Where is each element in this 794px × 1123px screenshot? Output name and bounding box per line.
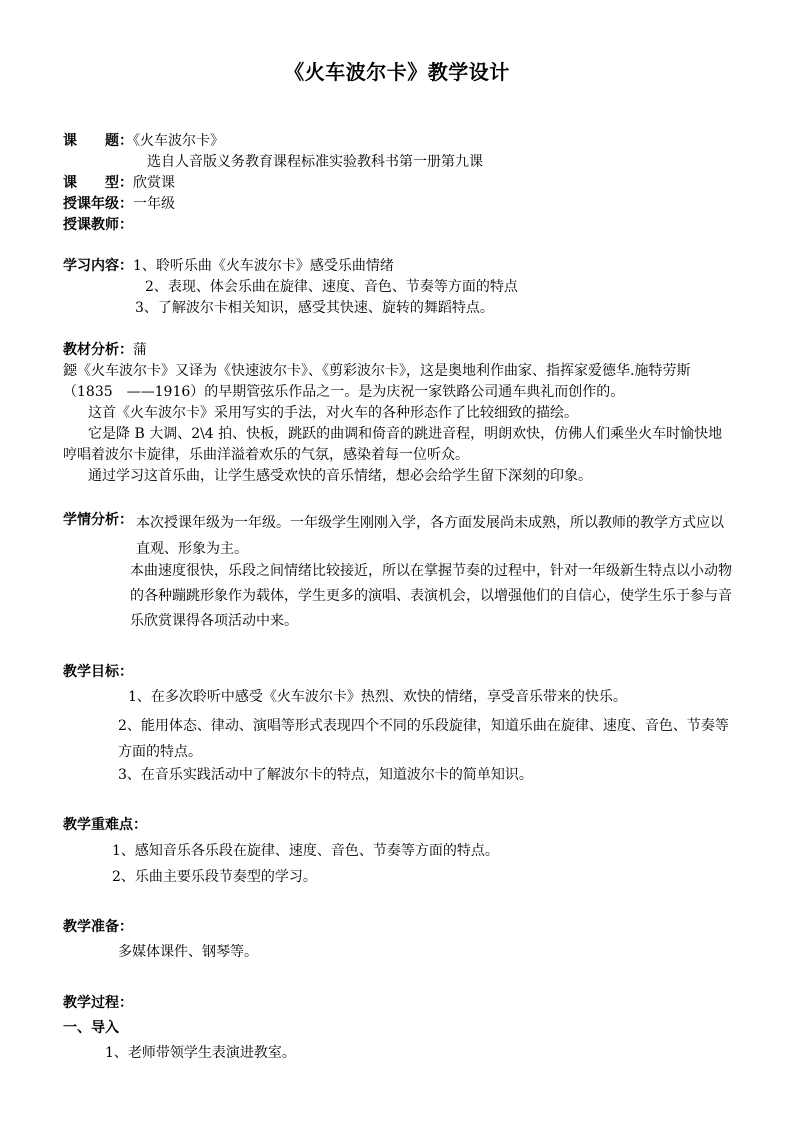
process-step-1: 1、老师带领学生表演进教室。 bbox=[105, 1045, 296, 1061]
keypoint-item-2: 2、乐曲主要乐段节奏型的学习。 bbox=[112, 869, 317, 885]
content-row bbox=[63, 256, 394, 277]
content-label: 学习内容： bbox=[63, 258, 133, 274]
type-value: 欣赏课 bbox=[133, 175, 175, 191]
topic-row bbox=[63, 131, 224, 152]
analysis-paragraph-3: 它是降 B 大调、2\4 拍、快板，跳跃的曲调和倚音的跳进音程，明朗欢快，仿佛人们乘坐火车时愉快地哼唱着波尔卡旋律，乐曲洋溢着欢乐的气氛，感染着每一位听众。 bbox=[63, 426, 723, 463]
grade-value: 一年级 bbox=[133, 196, 175, 212]
goals-label: 教学目标： bbox=[63, 664, 133, 680]
topic-label: 课 题： bbox=[63, 133, 133, 149]
students-paragraph-2: 本曲速度很快，乐段之间情绪比较接近，所以在掌握节奏的过程中，针对一年级新生特点以小动物的各种蹦跳形象作为载体，学生更多的演唱、表演机会，以增强他们的自信心，使学生乐于参与音乐欣赏课得各项活动中来。 bbox=[130, 563, 732, 629]
analysis-row bbox=[63, 340, 147, 361]
keypoints-label: 教学重难点： bbox=[63, 817, 147, 833]
source-line: 选自人音版义务教育课程标准实验教科书第一册第九课 bbox=[147, 154, 483, 170]
topic-value: 《火车波尔卡》 bbox=[133, 133, 224, 149]
goal-item-2: 2、能用体态、律动、演唱等形式表现四个不同的乐段旋律，知道乐曲在旋律、速度、音色、节奏等方面的特点。 bbox=[118, 718, 729, 760]
grade-label: 授课年级： bbox=[63, 196, 133, 212]
students-paragraph-1: 本次授课年级为一年级。一年级学生刚刚入学，各方面发展尚未成熟，所以教师的教学方式应以直观、形象为主。 bbox=[136, 515, 724, 557]
keypoint-item-1: 1、感知音乐各乐段在旋律、速度、音色、节奏等方面的特点。 bbox=[112, 843, 499, 859]
process-label: 教学过程： bbox=[63, 995, 133, 1011]
content-item-2: 2、表现、体会乐曲在旋律、速度、音色、节奏等方面的特点 bbox=[145, 279, 518, 295]
content-item-1: 1、聆听乐曲《火车波尔卡》感受乐曲情绪 bbox=[133, 258, 394, 274]
type-label: 课 型： bbox=[63, 175, 133, 191]
process-section-1: 一、导入 bbox=[63, 1020, 119, 1036]
analysis-label: 教材分析： bbox=[63, 342, 133, 358]
type-row bbox=[63, 173, 175, 194]
prep-label: 教学准备： bbox=[63, 919, 133, 935]
prep-value: 多媒体课件、钢琴等。 bbox=[118, 944, 258, 960]
document-title: 《火车波尔卡》教学设计 bbox=[284, 60, 510, 84]
content-item-3: 3、了解波尔卡相关知识，感受其快速、旋转的舞蹈特点。 bbox=[135, 300, 494, 316]
goal-item-1: 1、在多次聆听中感受《火车波尔卡》热烈、欢快的情绪，享受音乐带来的快乐。 bbox=[128, 689, 627, 705]
students-label: 学情分析： bbox=[63, 512, 133, 528]
teacher-label: 授课教师： bbox=[63, 217, 133, 233]
analysis-trail: 蒲 bbox=[133, 342, 147, 358]
analysis-paragraph-2: 这首《火车波尔卡》采用写实的手法，对火车的各种形态作了比较细致的描绘。 bbox=[88, 405, 578, 421]
goal-item-3: 3、在音乐实践活动中了解波尔卡的特点，知道波尔卡的简单知识。 bbox=[118, 767, 533, 783]
analysis-paragraph-4: 通过学习这首乐曲，让学生感受欢快的音乐情绪，想必会给学生留下深刻的印象。 bbox=[88, 468, 592, 484]
grade-row bbox=[63, 194, 175, 215]
analysis-paragraph-1: 鐚《火车波尔卡》又译为《快速波尔卡》、《剪彩波尔卡》，这是奥地利作曲家、指挥家爱德华.施特劳斯（1835 ——1916）的早期管弦乐作品之一。是为庆祝一家铁路公司通车典礼而创作的。 bbox=[63, 363, 691, 400]
